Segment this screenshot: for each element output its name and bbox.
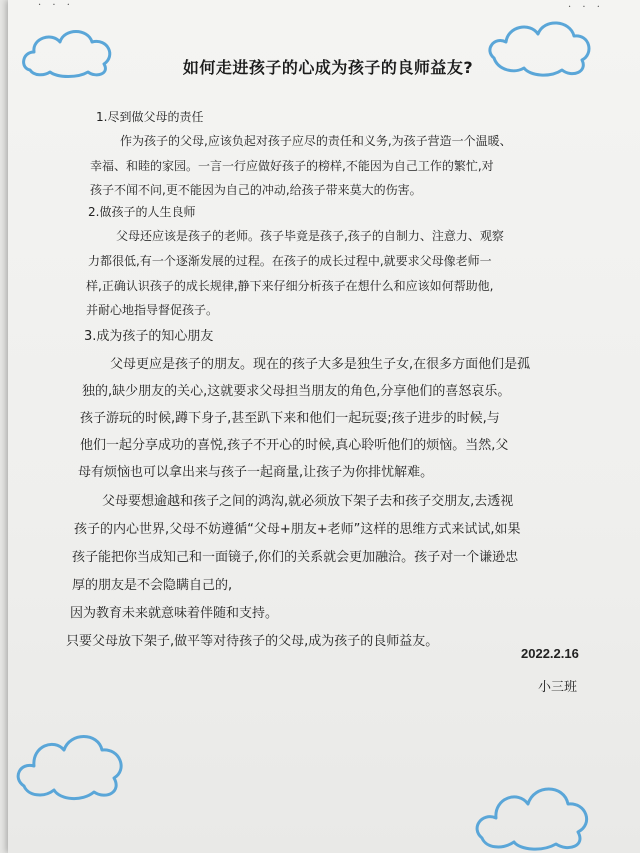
paragraph-line: 样,正确认识孩子的成长规律,静下来仔细分析孩子在想什么和应该如何帮助他,: [86, 279, 494, 293]
paragraph-line: 母有烦恼也可以拿出来与孩子一起商量,让孩子为你排忧解难。: [78, 465, 434, 480]
paragraph-line: 孩子不闻不问,更不能因为自己的冲动,给孩子带来莫大的伤害。: [90, 183, 422, 197]
paragraph-line: 只要父母放下架子,做平等对待孩子的父母,成为孩子的良师益友。: [66, 634, 439, 649]
cloud-icon: [470, 762, 594, 852]
section-heading: 1.尽到做父母的责任: [96, 110, 204, 124]
paragraph-line: 力都很低,有一个逐渐发展的过程。在孩子的成长过程中,就要求父母像老师一: [88, 254, 492, 268]
date-text: 2022.2.16: [521, 646, 579, 661]
paragraph-line: 孩子的内心世界,父母不妨遵循“父母+朋友+老师”这样的思维方式来试试,如果: [74, 522, 521, 537]
section-heading: 3.成为孩子的知心朋友: [84, 329, 214, 344]
section-heading: 2.做孩子的人生良师: [88, 205, 196, 219]
paragraph-line: 孩子游玩的时候,蹲下身子,甚至趴下来和他们一起玩耍;孩子进步的时候,与: [80, 411, 500, 426]
binding-dots: · · ·: [38, 0, 74, 11]
paper-sheet: [8, 0, 640, 853]
paragraph-line: 孩子能把你当成知己和一面镜子,你们的关系就会更加融洽。孩子对一个谦逊忠: [72, 550, 519, 565]
paragraph-line: 幸福、和睦的家园。一言一行应做好孩子的榜样,不能因为自己工作的繁忙,对: [90, 159, 494, 173]
paragraph-line: 因为教育未来就意味着伴随和支持。: [70, 606, 279, 621]
cloud-icon: [10, 716, 130, 806]
signature-text: 小三班: [538, 680, 578, 695]
paragraph-line: 父母还应该是孩子的老师。孩子毕竟是孩子,孩子的自制力、注意力、观察: [116, 229, 504, 243]
paragraph-line: 并耐心地指导督促孩子。: [86, 303, 219, 317]
paragraph-line: 厚的朋友是不会隐瞒自己的,: [72, 578, 233, 593]
binding-dots: · · ·: [568, 2, 604, 13]
paragraph-line: 独的,缺少朋友的关心,这就要求父母担当朋友的角色,分享他们的喜怒哀乐。: [82, 384, 511, 399]
paragraph-line: 父母更应是孩子的朋友。现在的孩子大多是独生子女,在很多方面他们是孤: [110, 357, 531, 372]
page-title: 如何走进孩子的心成为孩子的良师益友?: [182, 58, 474, 77]
paragraph-line: 作为孩子的父母,应该负起对孩子应尽的责任和义务,为孩子营造一个温暖、: [120, 134, 512, 148]
paragraph-line: 父母要想逾越和孩子之间的鸿沟,就必须放下架子去和孩子交朋友,去透视: [102, 494, 514, 509]
paragraph-line: 他们一起分享成功的喜悦,孩子不开心的时候,真心聆听他们的烦恼。当然,父: [80, 438, 509, 453]
